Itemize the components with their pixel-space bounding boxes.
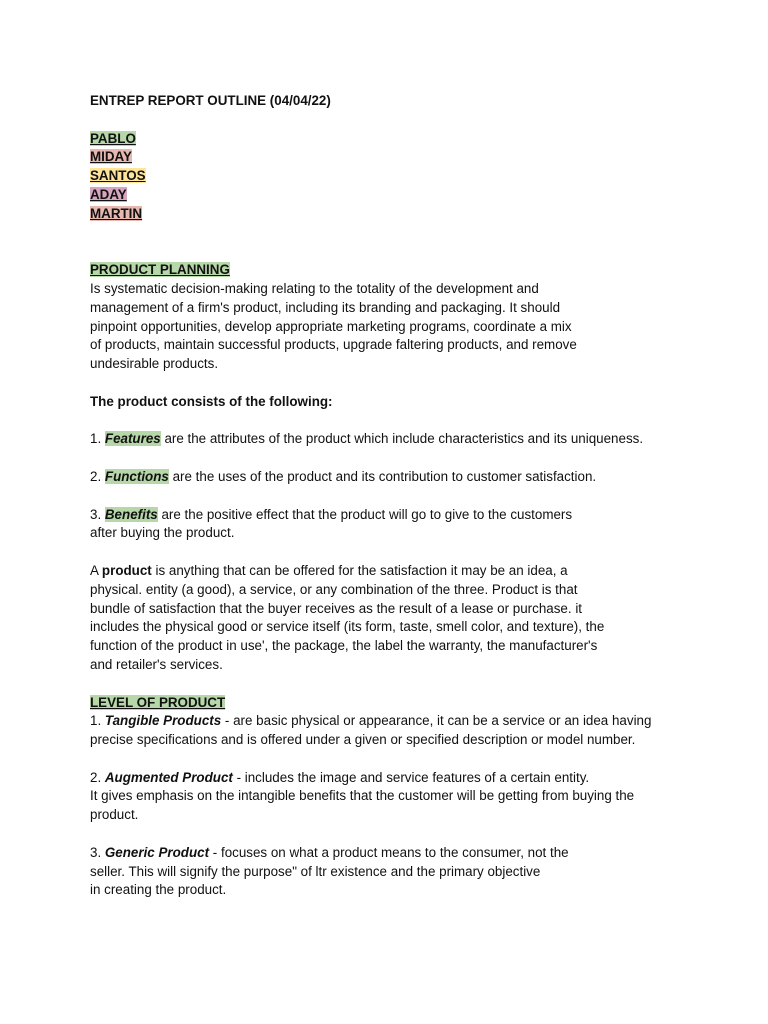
paragraph-line: undesirable products. xyxy=(90,356,219,372)
paragraph-line: in creating the product. xyxy=(90,882,227,898)
term-features: Features xyxy=(104,431,161,447)
paragraph-line: physical. entity (a good), a service, or any combination of the three. Product is that xyxy=(90,581,578,597)
level-of-product-section xyxy=(90,694,750,901)
paragraph-line: bundle of satisfaction that the buyer receives as the result of a lease or purchase. it xyxy=(90,600,583,616)
paragraph-line: product. xyxy=(90,807,139,823)
consists-item-benefits: 3. Benefits are the positive effect that the product will go to give to the customers xyxy=(90,506,573,522)
term-augmented-product: Augmented Product xyxy=(104,769,233,785)
level-of-product-heading: LEVEL OF PRODUCT xyxy=(90,694,226,710)
paragraph-line: includes the physical good or service itself (its form, taste, smell color, and texture), the xyxy=(90,619,605,635)
name-aday: ADAY xyxy=(90,186,127,202)
paragraph-line: A product is anything that can be offered for the satisfaction it may be an idea, a xyxy=(90,562,568,578)
product-planning-heading: PRODUCT PLANNING xyxy=(90,262,230,278)
paragraph-line: seller. This will signify the purpose" of ltr existence and the primary objective xyxy=(90,863,541,879)
paragraph-line: function of the product in use', the package, the label the warranty, the manufacturer's xyxy=(90,638,598,654)
paragraph-line: management of a firm's product, including its branding and packaging. It should xyxy=(90,299,561,315)
paragraph-line: of products, maintain successful products, upgrade faltering products, and remove xyxy=(90,337,577,353)
term-functions: Functions xyxy=(104,468,169,484)
paragraph-line: pinpoint opportunities, develop appropriate marketing programs, coordinate a mix xyxy=(90,318,572,334)
name-miday: MIDAY xyxy=(90,149,132,165)
product-consists-section xyxy=(90,393,750,543)
name-martin: MARTIN xyxy=(90,205,143,221)
term-benefits: Benefits xyxy=(104,506,158,522)
consists-item-features: 1. Features are the attributes of the product which include characteristics and its uniqueness. xyxy=(90,431,644,447)
paragraph-line: and retailer's services. xyxy=(90,656,223,672)
document-title: ENTREP REPORT OUTLINE (04/04/22) xyxy=(90,93,331,108)
document-page xyxy=(90,92,750,900)
paragraph-line: precise specifications and is offered under a given or specified description or model number. xyxy=(90,732,636,748)
paragraph-line: Is systematic decision-making relating to the totality of the development and xyxy=(90,280,539,296)
consists-heading: The product consists of the following: xyxy=(90,393,333,409)
product-definition-section xyxy=(90,562,750,675)
paragraph-line: It gives emphasis on the intangible benefits that the customer will be getting from buying the xyxy=(90,788,635,804)
member-names xyxy=(90,130,750,224)
consists-item-benefits-cont: after buying the product. xyxy=(90,525,235,541)
name-pablo: PABLO xyxy=(90,130,136,146)
level-item-tangible: 1. Tangible Products - are basic physical or appearance, it can be a service or an idea having xyxy=(90,713,652,729)
name-santos: SANTOS xyxy=(90,168,146,184)
term-tangible-products: Tangible Products xyxy=(104,713,222,729)
term-product: product xyxy=(101,562,152,578)
term-generic-product: Generic Product xyxy=(104,844,210,860)
level-item-generic: 3. Generic Product - focuses on what a product means to the consumer, not the xyxy=(90,844,569,860)
level-item-augmented: 2. Augmented Product - includes the image and service features of a certain entity. xyxy=(90,769,590,785)
consists-item-functions: 2. Functions are the uses of the product and its contribution to customer satisfaction. xyxy=(90,468,597,484)
product-planning-section xyxy=(90,261,750,374)
